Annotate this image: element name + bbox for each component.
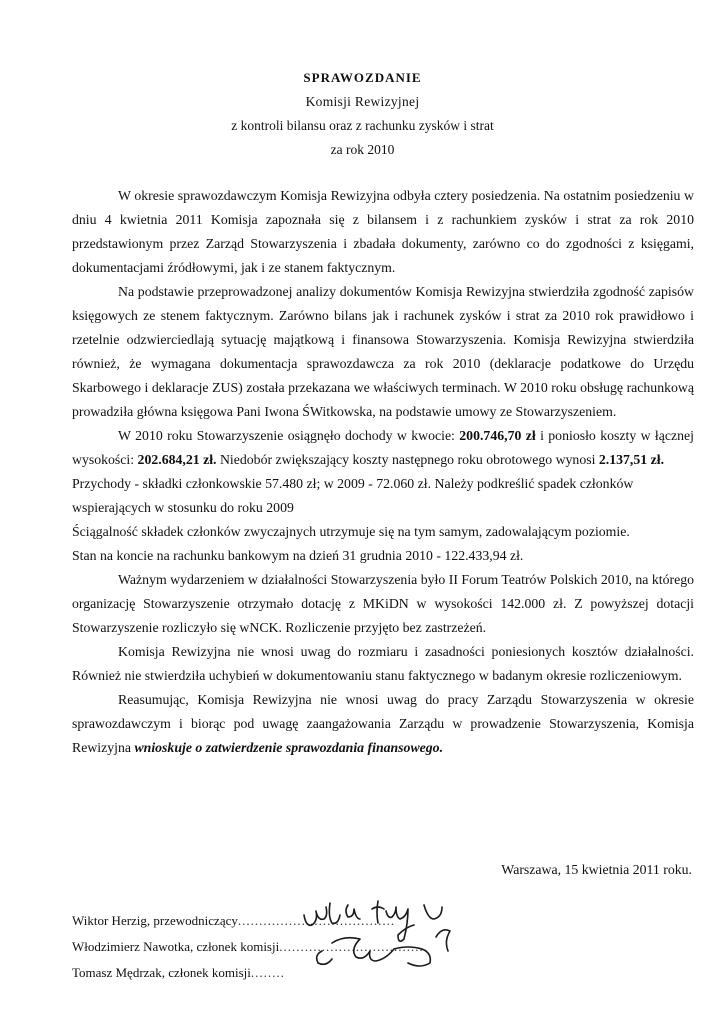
paragraph-forum: Ważnym wydarzeniem w działalności Stowarzyszenia było II Forum Teatrów Polskich 2010, na którego organizację Stowarzyszenie otrzymało dotację z MKiDN w wysokości 142.000 zł. Z powyższej dotacji Stowarzyszenie rozliczyło się wNCK. Rozliczenie przyjęto bez zastrzeżeń. [72, 572, 694, 635]
report-body [72, 184, 694, 760]
paragraph-meetings: W okresie sprawozdawczym Komisja Rewizyjna odbyła cztery posiedzenia. Na ostatnim posiedzeniu w dniu 4 kwietnia 2011 Komisja zapoznała się z bilansem i z rachunkiem zysków i strat za rok 2010 przedstawionym przez Zarząd Stowarzyszenia i zbadała dokumenty, zarówno co do zgodności z księgami, dokumentacjami źródłowymi, jak i ze stanem faktycznym. [72, 188, 694, 275]
report-subtitle: Komisji Rewizyjnej [305, 94, 420, 109]
report-subject: z kontroli bilansu oraz z rachunku zysków i strat [231, 118, 494, 133]
finances-text-b: i poniosło koszty w łącznej wysokości: [72, 428, 694, 467]
signatory-name: Tomasz Mędrzak, członek komisji [72, 965, 251, 980]
signature-dots: ........ [250, 965, 285, 980]
finances-text-c: Niedobór zwiększający koszty następnego roku obrotowego wynosi [216, 452, 599, 467]
report-year: za rok 2010 [330, 142, 395, 157]
signatory-name: Włodzimierz Nawotka, członek komisji [72, 939, 280, 954]
handwritten-signature [296, 893, 476, 981]
report-header [0, 66, 725, 162]
signature-dots: ..................................... [237, 913, 396, 928]
costs-amount: 202.684,21 zł. [137, 452, 217, 467]
finances-text-a: W 2010 roku Stowarzyszenie osiągnęło dochody w kwocie: [118, 428, 460, 443]
collection-rate-line: Ściągalność składek członków zwyczajnych utrzymuje się na tym samym, zadowalającym poziomie. [72, 524, 630, 539]
date-place-line: Warszawa, 15 kwietnia 2011 roku. [501, 862, 692, 877]
bank-balance-line: Stan na koncie na rachunku bankowym na dzień 31 grudnia 2010 - 122.433,94 zł. [72, 548, 524, 563]
report-title: SPRAWOZDANIE [303, 70, 422, 85]
income-amount: 200.746,70 zł [459, 428, 536, 443]
membership-fees-line: Przychody - składki członkowskie 57.480 zł; w 2009 - 72.060 zł. Należy podkreślić spadek członków [72, 476, 634, 491]
signature-dots: ................................... [279, 939, 428, 954]
paragraph-conclusion [72, 688, 694, 760]
conclusion-text: Reasumując, Komisja Rewizyjna nie wnosi uwag do pracy Zarządu Stowarzyszenia w okresie sprawozdawczym i biorąc pod uwagę zaangażowania Zarządu w prowadzenie Stowarzyszenia, Komisja Rewizyjna [72, 692, 694, 755]
paragraph-costs-review: Komisja Rewizyjna nie wnosi uwag do rozmiaru i zasadności poniesionych kosztów działalności. Również nie stwierdziła uchybień w dokumentowaniu stanu faktycznego w badanym okresie rozliczeniowym. [72, 644, 694, 683]
conclusion-motion: wnioskuje o zatwierdzenie sprawozdania finansowego. [134, 740, 444, 755]
deficit-amount: 2.137,51 zł. [598, 452, 665, 467]
signatory-row [72, 965, 285, 981]
paragraph-analysis: Na podstawie przeprowadzonej analizy dokumentów Komisja Rewizyjna stwierdziła zgodność zapisów księgowych ze stenem faktycznym. Zarówno bilans jak i rachunek zysków i strat za 2010 rok prawidłowo i rzetelnie odzwierciedlają sytuację majątkową i finansowa Stowarzyszenia. Komisja Rewizyjna stwierdziła również, że wymagana dokumentacja sprawozdawcza za rok 2010 (deklaracje podatkowe do Urzędu Skarbowego i deklaracje ZUS) została przekazana we właściwych terminach. W 2010 roku obsługę rachunkową prowadziła główna księgowa Pani Iwona ŚWitkowska, na podstawie umowy ze Stowarzyszeniem. [72, 284, 694, 419]
supporting-members-line: wspierających w stosunku do roku 2009 [72, 500, 294, 515]
paragraph-finances [72, 424, 694, 472]
signatory-name: Wiktor Herzig, przewodniczący [72, 913, 238, 928]
